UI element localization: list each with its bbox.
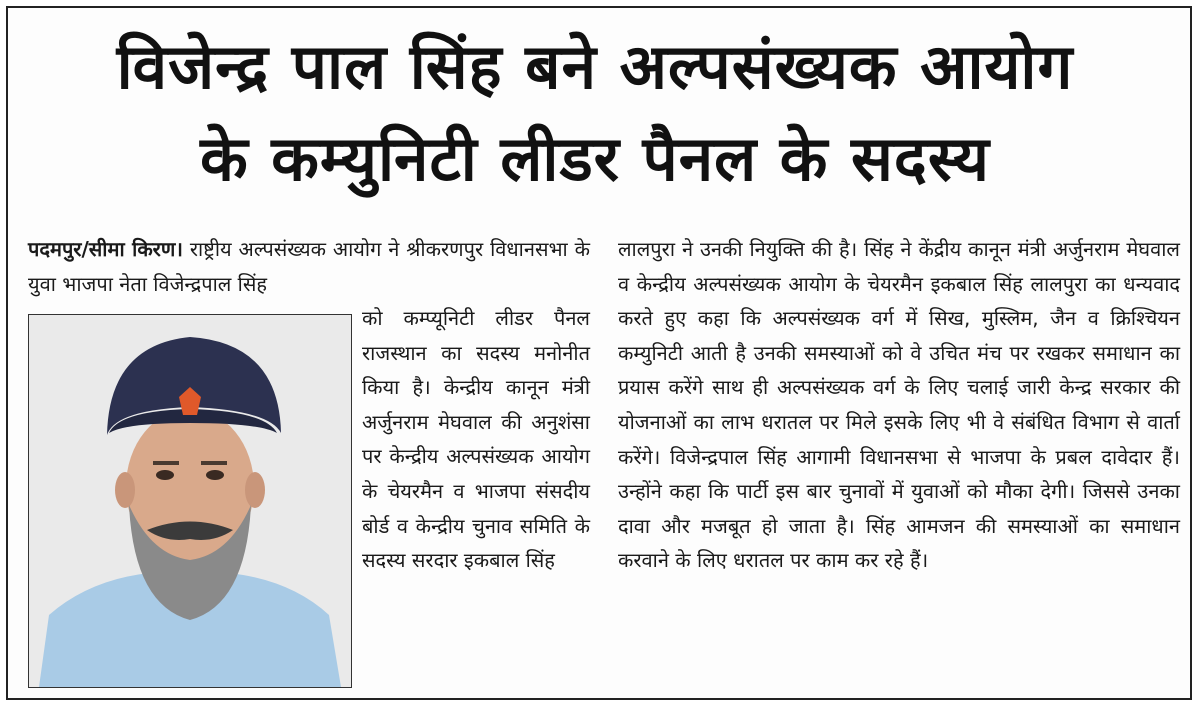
headline-line-1: विजेन्द्र पाल सिंह बने अल्पसंख्यक आयोग [116,30,1074,103]
article-intro-text: राष्ट्रीय अल्पसंख्यक आयोग ने श्रीकरणपुर विधानसभा के युवा भाजपा नेता विजेन्द्रपाल सिंह [28,237,590,296]
article-left-column: को कम्प्यूनिटी लीडर पैनल राजस्थान का सदस्य मनोनीत किया है। केन्द्रीय कानून मंत्री अर्जुनराम मेघवाल की अनुशंसा पर केन्द्रीय अल्पसंख्यक आयोग के चेयरमैन व भाजपा संसदीय बोर्ड व केन्द्रीय चुनाव समिति के सदस्य सरदार इकबाल सिंह [362,306,590,573]
portrait-photo [28,314,352,688]
article-intro [28,232,590,301]
dateline: पदमपुर/सीमा किरण। [28,237,183,261]
article-right-column: लालपुरा ने उनकी नियुक्ति की है। सिंह ने केंद्रीय कानून मंत्री अर्जुनराम मेघवाल व केन्द्रीय अल्पसंख्यक आयोग के चेयरमैन इकबाल सिंह लालपुरा का धन्यवाद करते हुए कहा कि अल्पसंख्यक वर्ग में सिख, मुस्लिम, जैन व क्रिश्चियन कम्युनिटी आती है उनकी समस्याओं को वे उचित मंच पर रखकर समाधान का प्रयास करेंगे साथ ही अल्पसंख्यक वर्ग के लिए चलाई जारी केन्द्र सरकार की योजनाओं का लाभ धरातल पर मिले इसके लिए भी वे संबंधित विभाग से वार्ता करेंगे। विजेन्द्रपाल सिंह आगामी विधानसभा से भाजपा के प्रबल दावेदार हैं। उन्होंने कहा कि पार्टी इस बार चुनावों में युवाओं को मौका देगी। जिससे उनका दावा और मजबूत हो जाता है। सिंह आमजन की समस्याओं का समाधान करवाने के लिए धरातल पर काम कर रहे हैं। [618,237,1180,573]
portrait-photo-icon [29,315,351,687]
headline-line-2: के कम्युनिटी लीडर पैनल के सदस्य [200,122,990,195]
